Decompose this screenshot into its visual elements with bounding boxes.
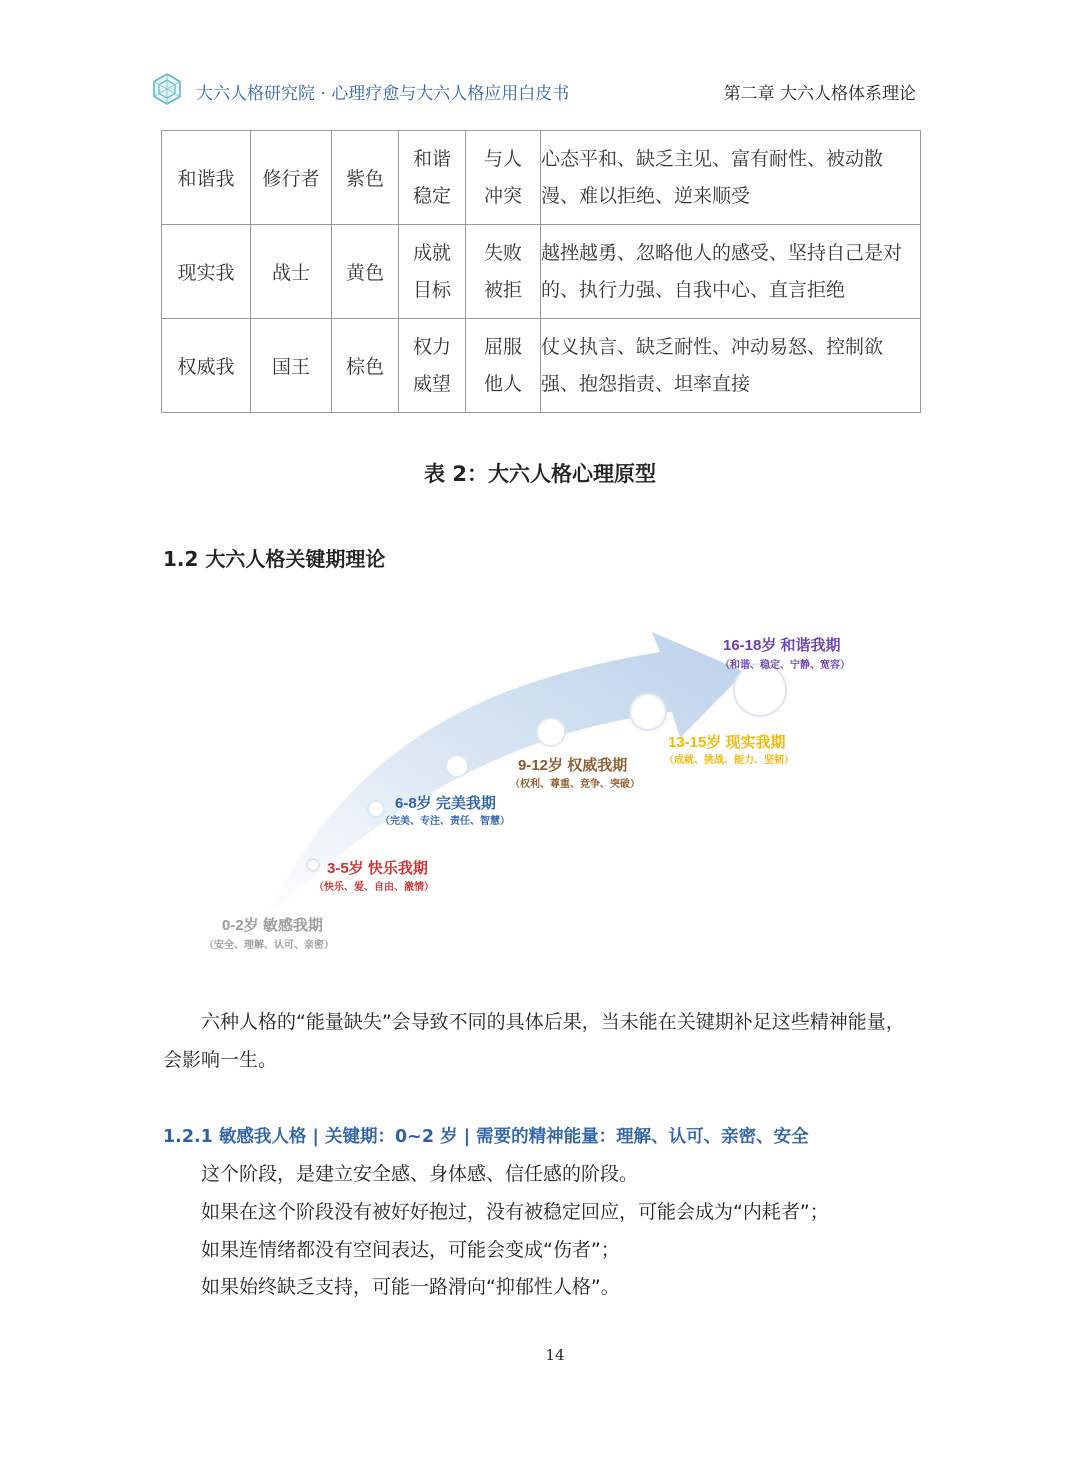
- subsection-heading: 1.2.1 敏感我人格 | 关键期：0~2 岁 | 需要的精神能量：理解、认可、亲密、安全: [163, 1127, 809, 1147]
- body-paragraph: 六种人格的“能量缺失”会导致不同的具体后果，当未能在关键期补足这些精神能量，会影响一生。: [163, 1011, 905, 1071]
- table-cell-role: 战士: [251, 225, 332, 319]
- archetype-table: [161, 130, 921, 413]
- body-line: 这个阶段，是建立安全感、身体感、信任感的阶段。: [201, 1163, 639, 1185]
- table-cell-fear: 失败 被拒: [466, 225, 541, 319]
- table-cell-name: 和谐我: [162, 131, 251, 225]
- table-cell-color: 黄色: [332, 225, 399, 319]
- stage-circle: [368, 801, 384, 817]
- stage-keywords: （安全、理解、认可、亲密）: [204, 940, 334, 951]
- stage-title: 9-12岁 权威我期: [518, 757, 628, 774]
- stage-keywords: （成就、挑战、能力、坚韧）: [664, 755, 794, 766]
- stage-keywords: （和谐、稳定、宁静、宽容）: [720, 660, 850, 671]
- stage-circle: [734, 664, 786, 716]
- table-row: [162, 225, 921, 319]
- body-line: 如果始终缺乏支持，可能一路滑向“抑郁性人格”。: [201, 1276, 620, 1298]
- chapter-title: 第二章 大六人格体系理论: [723, 84, 916, 104]
- stage-circle: [630, 694, 666, 730]
- page-number: 14: [545, 1346, 565, 1364]
- table-cell-need: 权力 威望: [399, 319, 466, 413]
- stage-keywords: （快乐、爱、自由、激情）: [314, 882, 434, 893]
- table-cell-fear: 屈服 他人: [466, 319, 541, 413]
- table-cell-name: 权威我: [162, 319, 251, 413]
- table-cell-traits: 越挫越勇、忽略他人的感受、坚持自己是对的、执行力强、自我中心、直言拒绝: [541, 225, 921, 319]
- table-cell-fear: 与人 冲突: [466, 131, 541, 225]
- critical-period-diagram: [190, 610, 910, 960]
- stage-title: 3-5岁 快乐我期: [327, 860, 428, 877]
- stage-keywords: （完美、专注、责任、智慧）: [380, 816, 510, 827]
- stage-title: 6-8岁 完美我期: [395, 795, 496, 812]
- table-cell-role: 国王: [251, 319, 332, 413]
- stage-title: 16-18岁 和谐我期: [723, 637, 841, 654]
- table-cell-color: 棕色: [332, 319, 399, 413]
- section-heading: 1.2 大六人格关键期理论: [163, 547, 386, 571]
- stage-title: 13-15岁 现实我期: [668, 734, 786, 751]
- stage-circle: [446, 755, 468, 777]
- body-line: 如果连情绪都没有空间表达，可能会变成“伤者”；: [201, 1239, 620, 1261]
- table-cell-color: 紫色: [332, 131, 399, 225]
- stage-title: 0-2岁 敏感我期: [222, 917, 323, 934]
- body-line: 如果在这个阶段没有被好好抱过，没有被稳定回应，可能会成为“内耗者”；: [201, 1201, 829, 1223]
- table-cell-need: 和谐 稳定: [399, 131, 466, 225]
- table-cell-traits: 心态平和、缺乏主见、富有耐性、被动散漫、难以拒绝、逆来顺受: [541, 131, 921, 225]
- table-row: [162, 319, 921, 413]
- stage-circle: [537, 718, 565, 746]
- crystal-logo-icon: [150, 72, 184, 106]
- table-cell-need: 成就 目标: [399, 225, 466, 319]
- table-cell-name: 现实我: [162, 225, 251, 319]
- stage-keywords: （权利、尊重、竞争、突破）: [510, 779, 640, 790]
- table-row: [162, 131, 921, 225]
- header-title: 大六人格研究院 · 心理疗愈与大六人格应用白皮书: [196, 84, 570, 104]
- table-cell-traits: 仗义执言、缺乏耐性、冲动易怒、控制欲强、抱怨指责、坦率直接: [541, 319, 921, 413]
- stage-circle: [307, 859, 319, 871]
- table-cell-role: 修行者: [251, 131, 332, 225]
- page-header: [150, 70, 920, 110]
- table-caption: 表 2：大六人格心理原型: [424, 462, 656, 486]
